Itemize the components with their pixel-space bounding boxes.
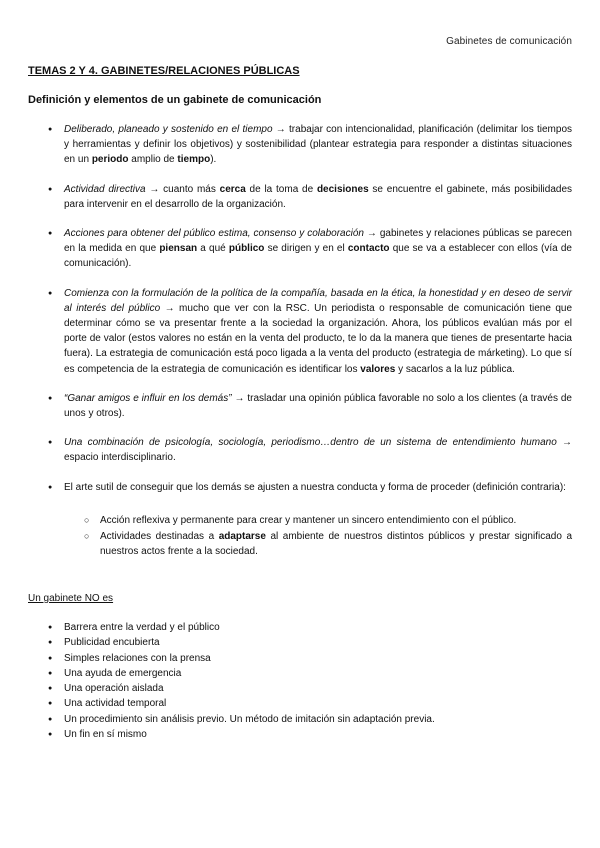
item-text: de la toma de bbox=[245, 183, 317, 195]
sub-item-text: al ambiente de nuestros distintos públicos y prestar significado a nuestros actos frente a la sociedad. bbox=[100, 531, 573, 558]
item-text: → trasladar una opinión pública favorable no solo a los clientes (a través de unos y otros). bbox=[64, 392, 572, 420]
item-term: Deliberado, planeado y sostenido en el tiempo bbox=[64, 124, 273, 135]
list-item bbox=[48, 480, 572, 560]
item-term: “Ganar amigos e influir en los demás” bbox=[64, 392, 232, 404]
item-bold: decisiones bbox=[316, 183, 369, 195]
item-bold: cerca bbox=[219, 183, 246, 195]
item-text: → cuanto más bbox=[145, 183, 220, 195]
list-item: ● Una actividad temporal bbox=[48, 696, 435, 711]
sub-item-text: Actividades destinadas a bbox=[100, 531, 219, 543]
sub-item-text: Acción reflexiva y permanente para crear y mantener un sincero entendimiento con el público. bbox=[100, 514, 517, 526]
sub-item-bold: adaptarse bbox=[218, 531, 266, 543]
not-section-title: Un gabinete NO es bbox=[28, 593, 114, 604]
list-item: ● Una ayuda de emergencia bbox=[48, 666, 435, 681]
sub-list-item bbox=[84, 529, 572, 559]
item-term: Acciones para obtener del público estima, consenso y colaboración bbox=[64, 228, 364, 240]
list-item bbox=[48, 286, 572, 377]
list-item bbox=[48, 122, 572, 168]
item-text: → espacio interdisciplinario. bbox=[64, 437, 572, 464]
item-bold: tiempo bbox=[177, 154, 211, 166]
page-title: TEMAS 2 Y 4. GABINETES/RELACIONES PÚBLICAS bbox=[28, 65, 300, 77]
list-item bbox=[48, 226, 572, 272]
item-text: → mucho que ver con la RSC. Un periodista o responsable de comunicación tiene que determinar cómo se va presentar frente a la sociedad la organización. Ahora, los públicos evalúan más por el porte de valor (estos valores no están en la venta del producto, te lo da la manera que tienes de presentarte hacia fuera). La estrategia de comunicación está poco ligada a la venta del producto (estrategia de márketing). Lo que sí es competencia de la estrategia de comunicación es identificar los bbox=[64, 302, 573, 375]
item-term: Una combinación de psicología, sociología, periodismo…dentro de un sistema de entendimiento humano bbox=[64, 437, 557, 449]
item-text: se dirigen y en el bbox=[264, 243, 348, 255]
list-item bbox=[48, 182, 572, 212]
item-bold: público bbox=[228, 243, 265, 255]
sub-list bbox=[64, 513, 572, 560]
item-text: y sacarlos a la luz pública. bbox=[395, 363, 515, 375]
list-item: ● Un fin en sí mismo bbox=[48, 727, 435, 742]
list-item: ● Un procedimiento sin análisis previo. Un método de imitación sin adaptación previa. bbox=[48, 712, 435, 727]
item-bold: valores bbox=[360, 363, 396, 375]
list-item bbox=[48, 435, 572, 465]
item-bold: contacto bbox=[347, 243, 390, 255]
item-term: Comienza con la formulación de la política de la compañía, basada en la ética, la honestidad y en deseo de servir al interés del público bbox=[64, 287, 572, 314]
item-term: Actividad directiva bbox=[64, 183, 146, 195]
item-bold: piensan bbox=[159, 243, 198, 255]
item-bold: periodo bbox=[91, 154, 129, 166]
item-text: ). bbox=[210, 154, 217, 166]
sub-list-item bbox=[84, 513, 572, 528]
item-text: → gabinetes y relaciones públicas se parecen en la medida en que bbox=[64, 228, 572, 255]
item-text: El arte sutil de conseguir que los demás se ajusten a nuestra conducta y forma de proceder (definición contraria): bbox=[64, 481, 566, 493]
list-item: ● Simples relaciones con la prensa bbox=[48, 651, 435, 666]
list-item: ● Barrera entre la verdad y el público bbox=[48, 620, 435, 635]
list-item bbox=[48, 391, 572, 421]
running-header: Gabinetes de comunicación bbox=[446, 36, 572, 47]
item-text: → trabajar con intencionalidad, planificación (delimitar los tiempos y herramientas y definir los objetivos) y sostenibilidad (plantear estrategia para responder a distintas situaciones en un bbox=[64, 124, 573, 166]
item-text: a qué bbox=[197, 243, 229, 255]
item-text: que se va a establecer con ellos (vía de comunicación). bbox=[64, 243, 572, 270]
definition-list bbox=[48, 122, 572, 573]
list-item: ● Una operación aislada bbox=[48, 681, 435, 696]
item-text: amplio de bbox=[128, 154, 178, 166]
list-item: ● Publicidad encubierta bbox=[48, 635, 435, 650]
not-list bbox=[48, 620, 435, 742]
section-title: Definición y elementos de un gabinete de comunicación bbox=[28, 94, 322, 106]
item-text: se encuentre el gabinete, más posibilidades para intervenir en el desarrollo de la organización. bbox=[64, 183, 573, 210]
